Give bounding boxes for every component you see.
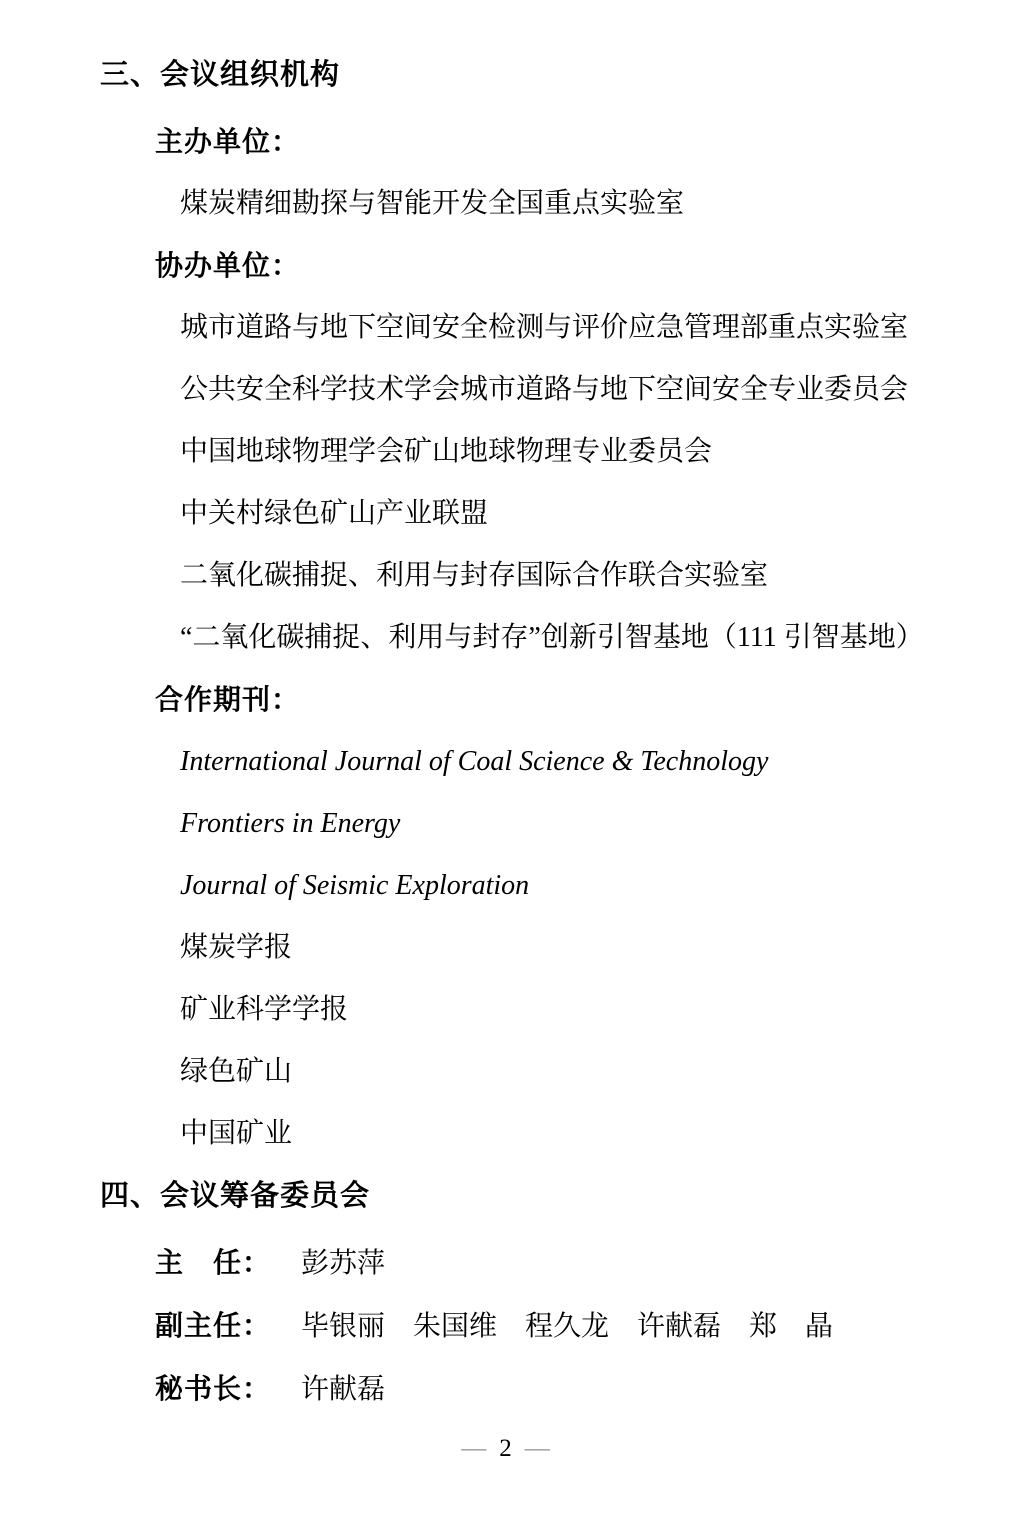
host-unit-item: 煤炭精细勘探与智能开发全国重点实验室 bbox=[180, 188, 685, 219]
section-4-heading: 四、会议筹备委员会 bbox=[100, 1180, 371, 1212]
footer-right-dash: — bbox=[524, 1435, 550, 1462]
committee-role-deputy-directors bbox=[100, 1309, 916, 1344]
footer-left-dash: — bbox=[461, 1435, 487, 1462]
co-organizer-item: 公共安全科学技术学会城市道路与地下空间安全专业委员会 bbox=[180, 374, 909, 405]
co-organizer-item: “二氧化碳捕捉、利用与封存”创新引智基地（111 引智基地） bbox=[180, 622, 924, 653]
page-number: 2 bbox=[499, 1435, 512, 1462]
role-value: 彭苏萍 bbox=[301, 1248, 386, 1279]
co-organizer-item: 中关村绿色矿山产业联盟 bbox=[180, 498, 489, 529]
partner-journals-label: 合作期刊： bbox=[155, 684, 301, 715]
role-value: 毕银丽 朱国维 程久龙 许献磊 郑 晶 bbox=[301, 1311, 834, 1342]
co-organizer-item: 中国地球物理学会矿山地球物理专业委员会 bbox=[180, 436, 713, 467]
host-units-label: 主办单位： bbox=[155, 126, 301, 157]
committee-role-secretary-general bbox=[100, 1372, 916, 1407]
section-3-heading: 三、会议组织机构 bbox=[100, 59, 341, 91]
journal-item-chinese: 绿色矿山 bbox=[180, 1056, 293, 1087]
page-footer bbox=[0, 1434, 1011, 1464]
role-label: 副主任： bbox=[155, 1310, 272, 1341]
co-organizer-units-label: 协办单位： bbox=[155, 250, 301, 281]
journal-item-english: International Journal of Coal Science & Technology bbox=[180, 746, 769, 777]
co-organizer-item: 城市道路与地下空间安全检测与评价应急管理部重点实验室 bbox=[180, 312, 909, 343]
journal-item-english: Frontiers in Energy bbox=[180, 808, 401, 839]
role-label: 主 任： bbox=[155, 1247, 272, 1278]
journal-item-chinese: 矿业科学学报 bbox=[180, 994, 349, 1025]
co-organizer-item: 二氧化碳捕捉、利用与封存国际合作联合实验室 bbox=[180, 560, 769, 591]
committee-role-director bbox=[100, 1246, 916, 1281]
journal-item-chinese: 中国矿业 bbox=[180, 1118, 293, 1149]
role-label: 秘书长： bbox=[155, 1373, 272, 1404]
role-value: 许献磊 bbox=[301, 1374, 386, 1405]
journal-item-english: Journal of Seismic Exploration bbox=[180, 870, 530, 901]
journal-item-chinese: 煤炭学报 bbox=[180, 932, 293, 963]
